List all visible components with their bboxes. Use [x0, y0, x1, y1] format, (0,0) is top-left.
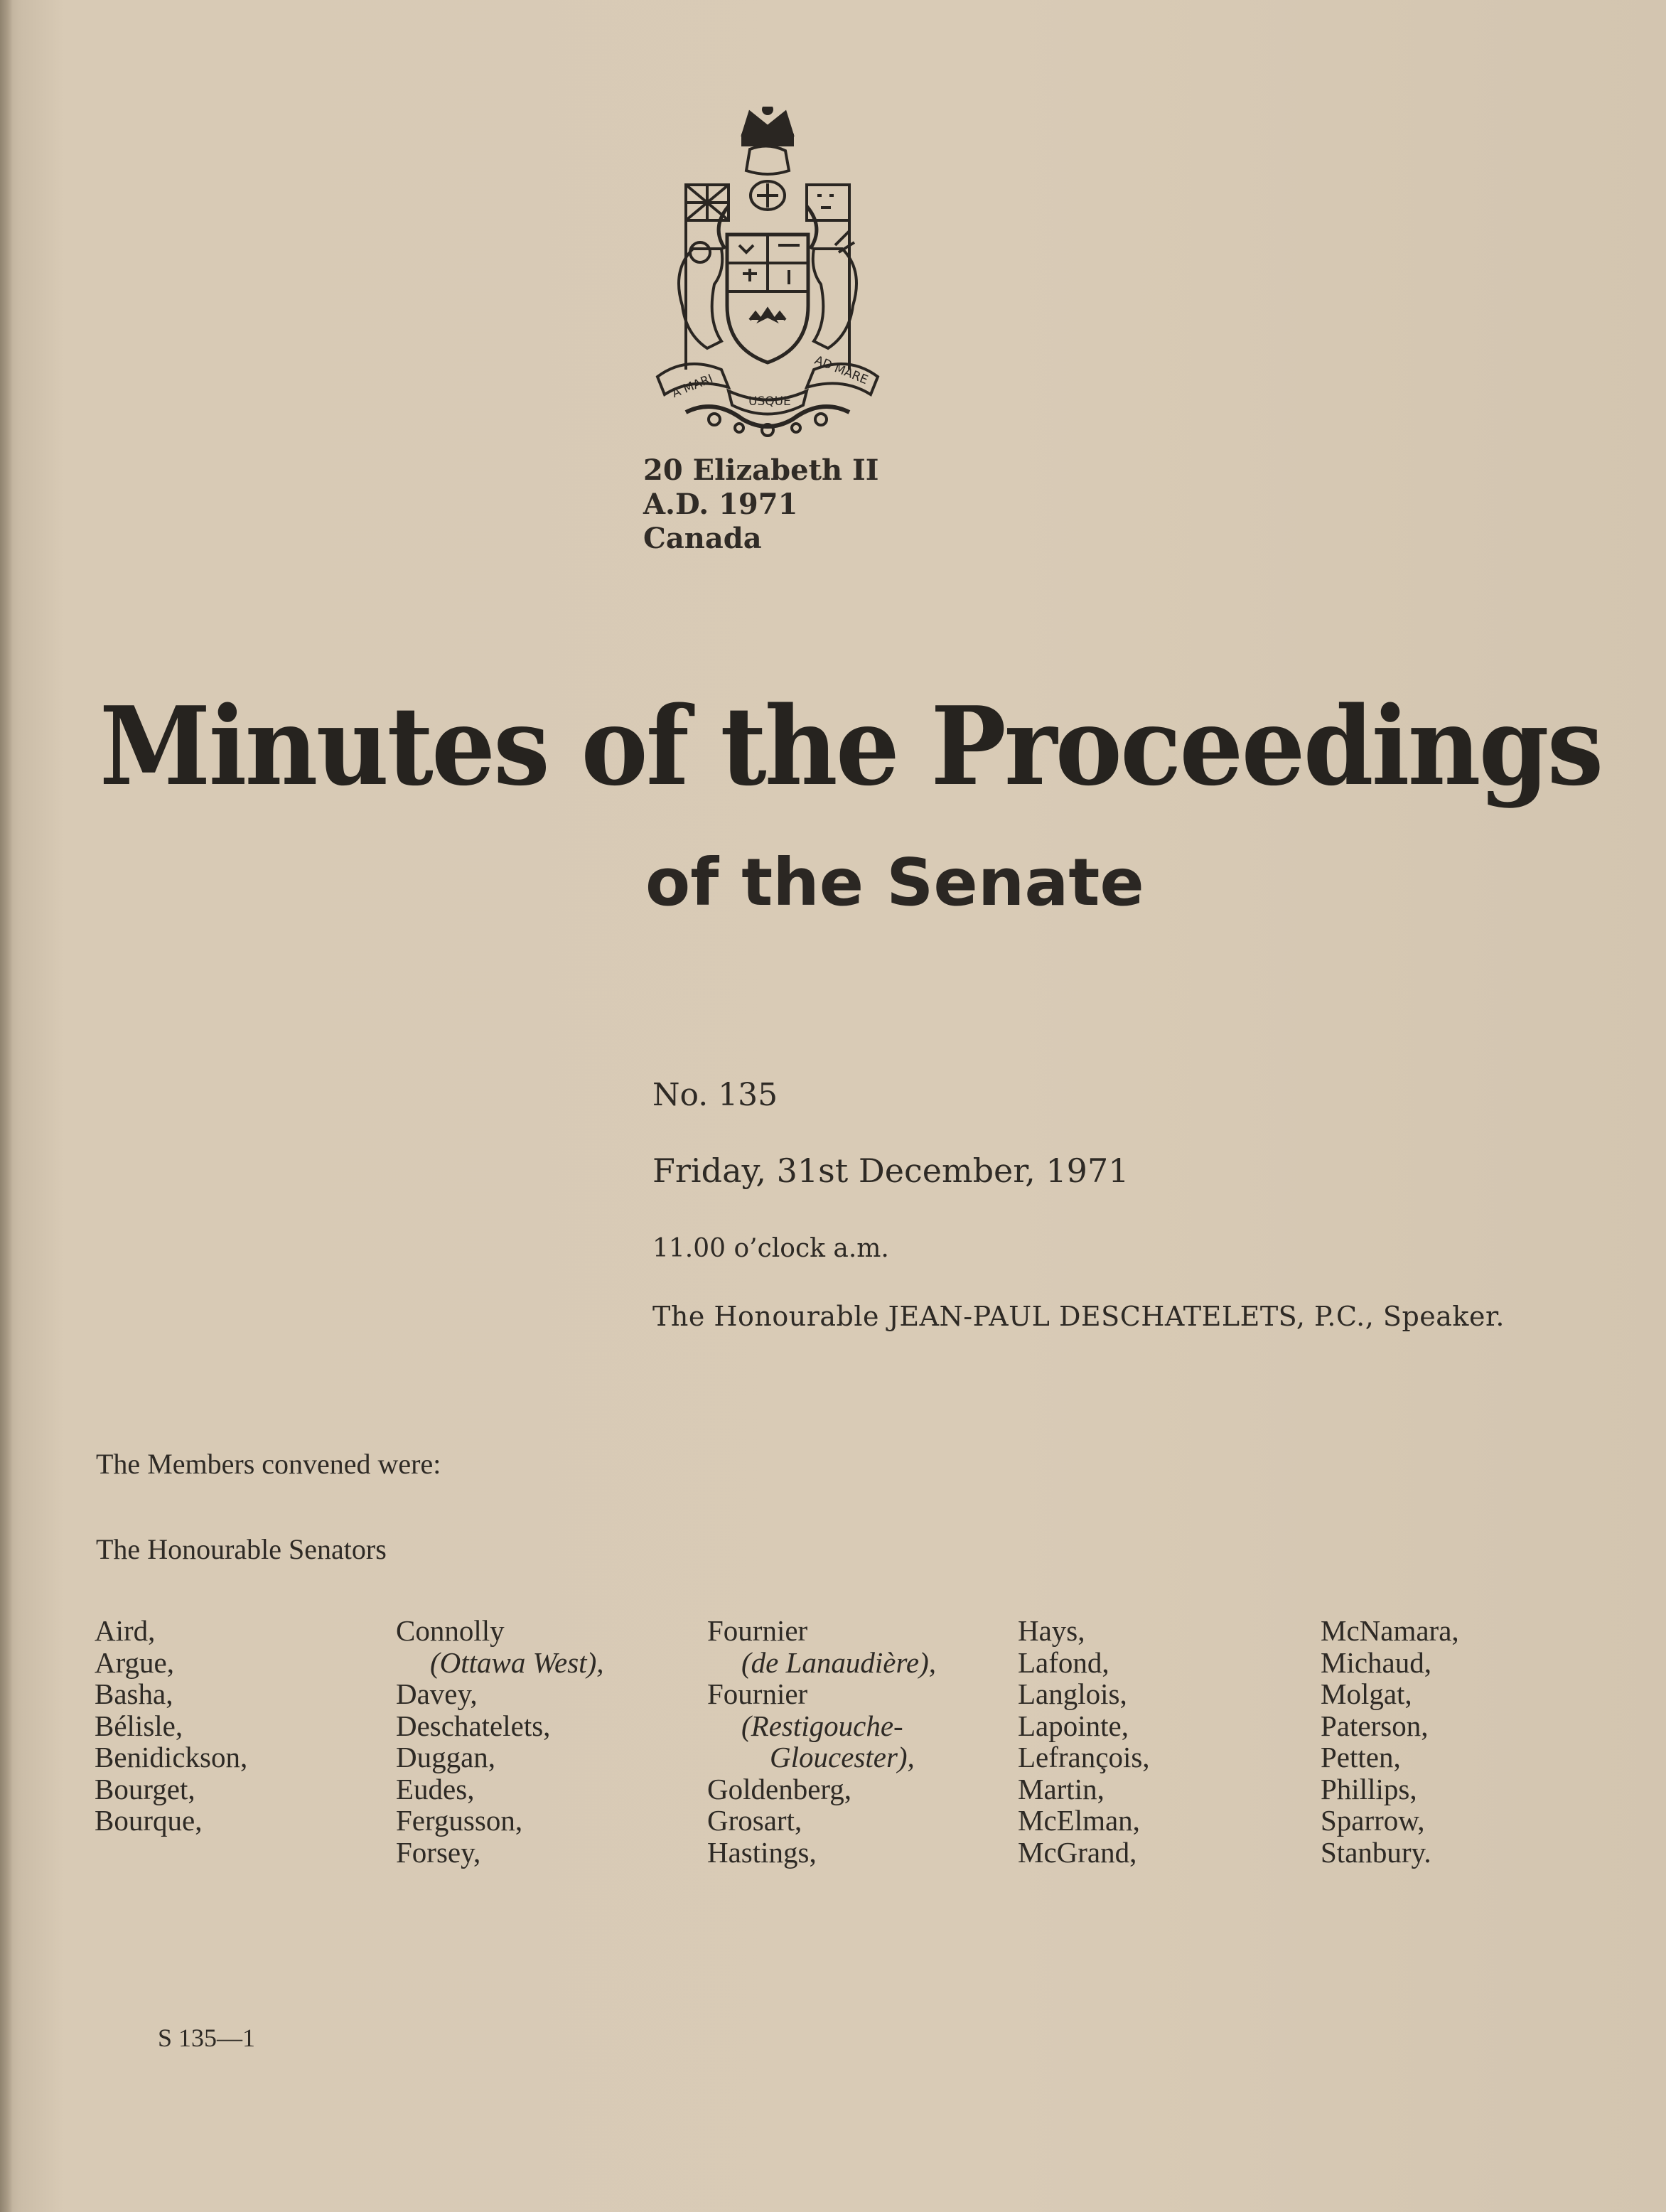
sitting-date: Friday, 31st December, 1971 — [652, 1151, 1129, 1190]
sitting-number: No. 135 — [652, 1077, 778, 1113]
senator-name: Benidickson, — [95, 1741, 248, 1773]
coat-of-arms-icon — [643, 107, 892, 441]
senator-name: Martin, — [1018, 1772, 1105, 1805]
motto-center-text: USQUE — [748, 394, 791, 409]
senator-name: Michaud, — [1321, 1645, 1431, 1679]
country-name: Canada — [643, 522, 762, 555]
senator-column-2 — [396, 1615, 603, 1868]
senator-name: Paterson, — [1321, 1709, 1429, 1742]
senator-name: Phillips, — [1321, 1772, 1417, 1805]
motto-right-text: AD MARE — [812, 353, 870, 388]
regnal-year-block — [643, 453, 878, 556]
sitting-time: 11.00 o’clock a.m. — [652, 1234, 889, 1263]
senator-column-5 — [1321, 1615, 1459, 1868]
senator-name: Bourque, — [95, 1804, 203, 1837]
document-title: Minutes of the Proceedings — [100, 682, 1602, 810]
printer-signature: S 135—1 — [158, 2024, 256, 2052]
senator-column-4 — [1018, 1615, 1150, 1868]
senator-column-1 — [95, 1615, 247, 1837]
senator-name: Duggan, — [396, 1741, 496, 1773]
senator-name: Fergusson, — [396, 1804, 523, 1837]
calendar-year: A.D. 1971 — [643, 488, 798, 521]
senator-name: Basha, — [95, 1677, 173, 1710]
motto-left-text: A MARI — [670, 371, 715, 402]
page-spine-shadow — [0, 0, 13, 2212]
senator-name: Bourget, — [95, 1772, 195, 1805]
document-subtitle: of the Senate — [645, 844, 1144, 920]
senator-name: Hays, — [1018, 1614, 1085, 1647]
speaker-line: The Honourable JEAN-PAUL DESCHATELETS, P.C., Speaker. — [652, 1301, 1505, 1332]
senator-name: Connolly — [396, 1614, 505, 1647]
senator-name: Goldenberg, — [707, 1772, 852, 1805]
senator-name: Lapointe, — [1018, 1709, 1129, 1742]
senator-name: Davey, — [396, 1677, 478, 1710]
senator-name: Fournier — [707, 1677, 808, 1710]
senator-name: Petten, — [1321, 1741, 1401, 1773]
senators-label: The Honourable Senators — [96, 1533, 387, 1565]
senator-name: Hastings, — [707, 1835, 817, 1869]
senator-name: Deschatelets, — [396, 1709, 551, 1742]
senator-name: Langlois, — [1018, 1677, 1127, 1710]
senator-name: McElman, — [1018, 1804, 1140, 1837]
senator-column-3 — [707, 1615, 936, 1868]
regnal-year: 20 Elizabeth II — [643, 453, 879, 487]
senator-name: McGrand, — [1018, 1835, 1137, 1869]
senator-name: Lefrançois, — [1018, 1741, 1150, 1773]
senator-name: Bélisle, — [95, 1709, 183, 1742]
senator-riding: (de Lanaudière), — [741, 1645, 937, 1679]
senator-name: Sparrow, — [1321, 1804, 1425, 1837]
senator-name: Stanbury. — [1321, 1835, 1431, 1869]
senator-name: Argue, — [95, 1645, 174, 1679]
senator-riding: (Ottawa West), — [430, 1645, 604, 1679]
senator-name: Aird, — [95, 1614, 156, 1647]
senator-name: Fournier — [707, 1614, 808, 1647]
senator-riding: Gloucester), — [770, 1741, 915, 1773]
senator-name: Forsey, — [396, 1835, 481, 1869]
senator-name: Eudes, — [396, 1772, 475, 1805]
members-convened-label: The Members convened were: — [96, 1448, 441, 1480]
senator-name: Molgat, — [1321, 1677, 1412, 1710]
senator-name: Grosart, — [707, 1804, 802, 1837]
senator-name: Lafond, — [1018, 1645, 1109, 1679]
senator-name: McNamara, — [1321, 1614, 1459, 1647]
senator-riding: (Restigouche- — [741, 1709, 903, 1742]
